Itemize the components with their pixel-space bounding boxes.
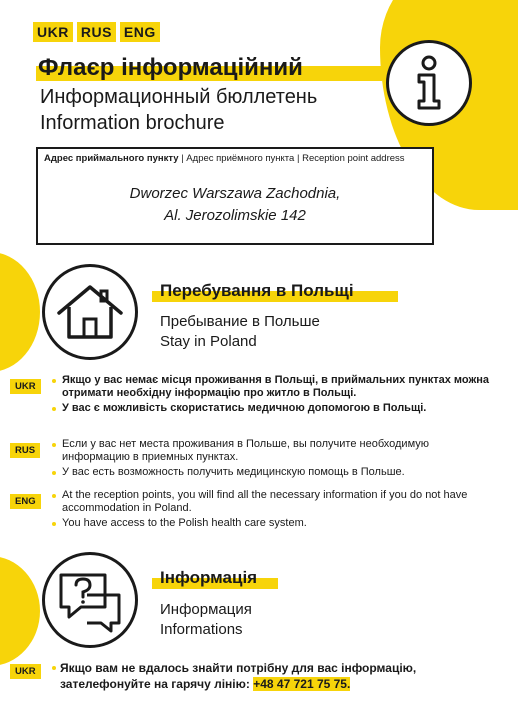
list-item: У вас є можливість скористатись медичною допомогою в Польщі. [52,402,492,415]
list-item: You have access to the Polish health care system. [52,517,492,530]
question-chat-icon [42,552,138,648]
info-icon [386,40,472,126]
section-stay-title-rus: Пребывание в Польше [160,313,320,330]
house-icon [42,264,138,360]
hotline-text: Якщо вам не вдалось знайти потрібну для вас інформацію, зателефонуйте на гарячу лінію: +48 47 721 75 75. [60,661,417,691]
address-line-1: Dworzec Warszawa Zachodnia, [129,185,341,202]
title-eng: Information brochure [40,112,225,134]
address-box [36,147,434,245]
badge-rus: RUS [10,443,40,458]
section-stay-title-eng: Stay in Poland [160,333,257,350]
hotline-phone[interactable]: +48 47 721 75 75. [253,677,351,691]
stay-eng-list [52,489,492,532]
badge-ukr-info: UKR [10,664,41,679]
decorative-blob-left [0,252,40,372]
address-label: Адрес приймального пункту | Адрес приёмного пункта | Reception point address [44,153,405,164]
title-ukr: Флаєр інформаційний [38,54,303,81]
list-item: Якщо у вас немає місця проживання в Польщі, в приймальних пунктах можна отримати необхідну інформацію про житло в Польщі. [52,374,492,400]
language-badges [33,22,160,42]
section-stay-title-ukr: Перебування в Польщі [160,281,354,300]
lang-badge-ukr: UKR [33,22,73,42]
section-info-title-eng: Informations [160,621,243,638]
section-info-title-rus: Информация [160,601,252,618]
list-item: At the reception points, you will find all the necessary information if you do not have accommodation in Poland. [52,489,492,515]
badge-ukr: UKR [10,379,41,394]
section-info-title-ukr: Інформація [160,568,258,587]
decorative-blob-left-2 [0,556,40,666]
stay-ukr-list [52,374,492,417]
lang-badge-eng: ENG [120,22,160,42]
badge-eng: ENG [10,494,41,509]
stay-rus-list [52,438,492,481]
address-line-2: Al. Jerozolimskie 142 [164,207,306,224]
list-item: У вас есть возможность получить медицинскую помощь в Польше. [52,466,492,479]
title-rus: Информационный бюллетень [40,86,318,108]
lang-badge-rus: RUS [77,22,116,42]
list-item: Если у вас нет места проживания в Польше, вы получите необходимую информацию в приемных пунктах. [52,438,492,464]
bullet-marker [52,666,56,670]
